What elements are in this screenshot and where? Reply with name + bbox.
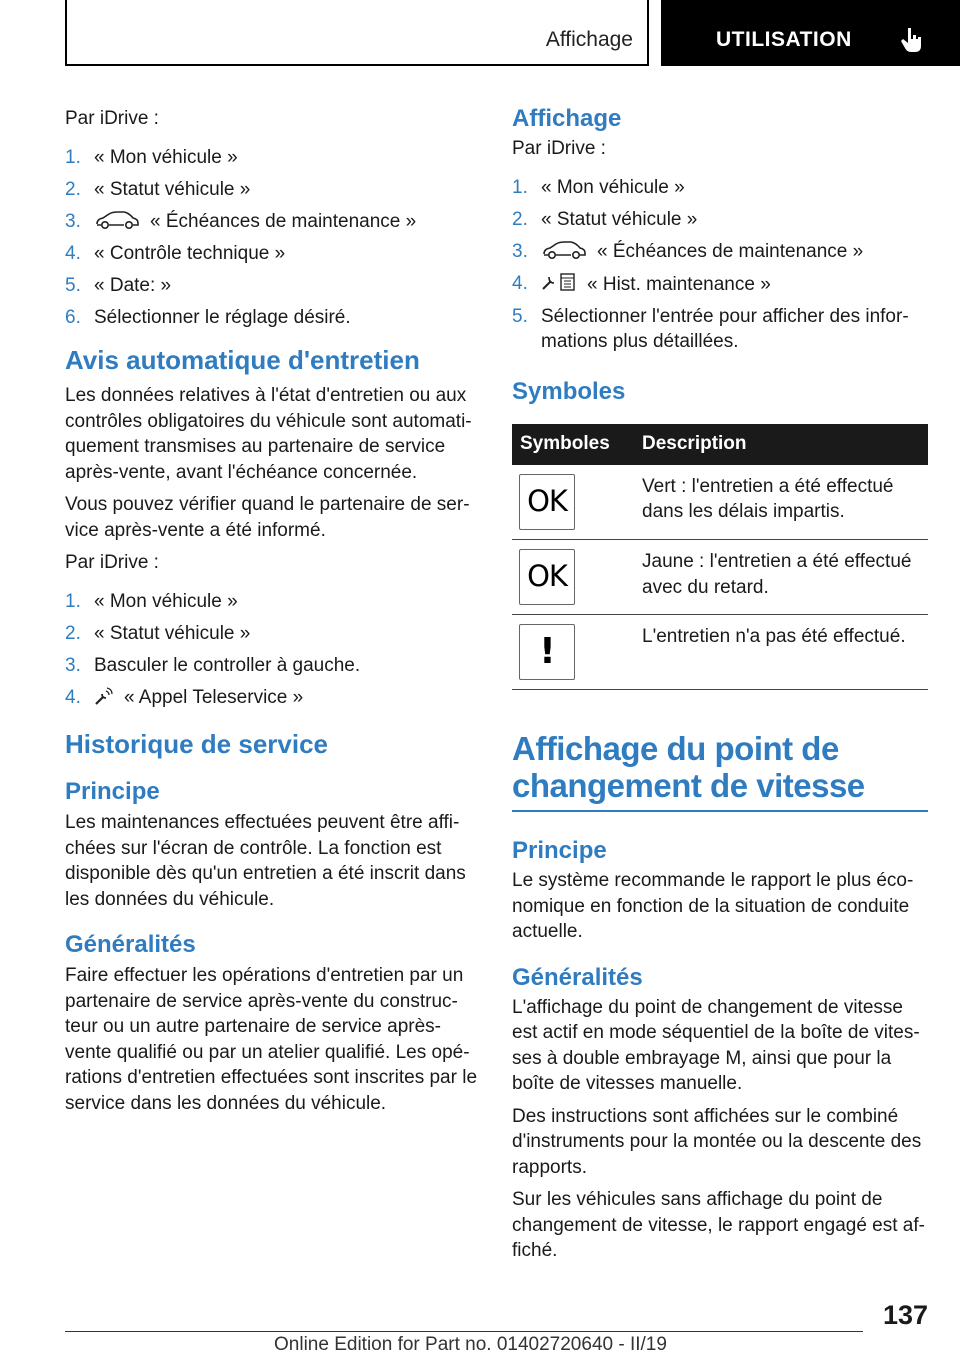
step-text: « Mon véhicule » <box>94 146 238 168</box>
car-icon <box>541 240 587 260</box>
generalites-paragraph-2a: L'affichage du point de changement de vitesse est actif en mode séquentiel de la boîte de vites-ses à double embrayage M, ainsi que pour la boîte de vitesses manuelle. <box>512 996 920 1094</box>
table-header-symboles: Symboles <box>512 424 634 465</box>
heading-generalites: Généralités <box>65 931 196 958</box>
step-text: « Échéances de maintenance » <box>150 210 417 232</box>
header-chapter-tab <box>661 0 960 66</box>
heading-avis-automatique: Avis automatique d'entretien <box>65 345 420 375</box>
right-column <box>512 104 928 1264</box>
step-number: 6. <box>65 306 81 328</box>
table-row <box>512 540 928 615</box>
list-item <box>65 621 477 647</box>
step-text: « Appel Teleservice » <box>124 686 304 708</box>
list-item <box>65 653 477 679</box>
list-item <box>512 239 928 265</box>
step-number: 2. <box>65 622 81 644</box>
left-column <box>65 106 477 1116</box>
step-text: Sélectionner l'entrée pour afficher des infor-mations plus détaillées. <box>541 305 909 352</box>
wrench-calendar-icon <box>541 271 577 293</box>
ok-yellow-icon <box>519 549 575 605</box>
ok-label: OK <box>527 483 567 518</box>
symbols-table <box>512 424 928 691</box>
description-cell: Jaune : l'entretien a été effectué avec du retard. <box>634 540 928 615</box>
heading-line-2: changement de vitesse <box>512 767 865 804</box>
principe-paragraph: Les maintenances effectuées peuvent être affi-chées sur l'écran de contrôle. La fonction est disponible dès qu'un entretien a été inscrit dans les données du véhicule. <box>65 812 466 910</box>
step-number: 2. <box>512 208 528 230</box>
intro-idrive-3: Par iDrive : <box>512 138 606 159</box>
step-number: 1. <box>65 590 81 612</box>
step-text: « Mon véhicule » <box>541 176 685 198</box>
avis-paragraph-2: Vous pouvez vérifier quand le partenaire de ser-vice après-vente a été informé. <box>65 494 470 541</box>
step-number: 5. <box>512 305 528 327</box>
table-row <box>512 615 928 690</box>
heading-line-1: Affichage du point de <box>512 730 839 767</box>
heading-affichage-point-changement <box>512 730 928 812</box>
exclamation-label: ! <box>539 631 555 673</box>
generalites-paragraph-2b: Des instructions sont affichées sur le combiné d'instruments pour la montée ou la descente des rapports. <box>512 1105 922 1178</box>
steps-list-1 <box>65 145 477 331</box>
table-header-description: Description <box>634 424 928 465</box>
step-number: 3. <box>65 654 81 676</box>
intro-idrive-1: Par iDrive : <box>65 108 159 129</box>
heading-generalites-2: Généralités <box>512 963 643 991</box>
step-text: « Hist. maintenance » <box>587 273 771 295</box>
list-item <box>65 685 477 711</box>
car-icon <box>94 210 140 230</box>
list-item <box>65 209 477 235</box>
step-number: 4. <box>65 686 81 708</box>
principe-paragraph-2: Le système recommande le rapport le plus éco-nomique en fonction de la situation de conduite actuelle. <box>512 870 914 942</box>
step-text: « Statut véhicule » <box>541 208 698 230</box>
header-chapter-title: UTILISATION <box>716 28 852 51</box>
step-number: 3. <box>512 240 528 262</box>
table-row <box>512 465 928 540</box>
step-number: 1. <box>65 146 81 168</box>
step-number: 1. <box>512 176 528 198</box>
step-number: 2. <box>65 178 81 200</box>
list-item <box>65 273 477 299</box>
list-item <box>65 241 477 267</box>
generalites-paragraph: Faire effectuer les opérations d'entretien par un partenaire de service après-vente du construc-teur ou un autre partenaire de service après-vente qualifié ou par un atelier qualifié. Les opé-rations d'entretien effectuées sont inscrites par le service dans les données du véhicule. <box>65 965 478 1114</box>
description-cell: L'entretien n'a pas été effectué. <box>634 615 928 690</box>
table-header-row <box>512 424 928 465</box>
symbol-cell <box>512 540 634 615</box>
header-section-tab <box>65 0 649 66</box>
description-cell: Vert : l'entretien a été effectué dans les délais impartis. <box>634 465 928 540</box>
steps-list-3 <box>512 175 928 355</box>
footer-divider <box>65 1331 863 1332</box>
ok-green-icon <box>519 474 575 530</box>
step-text: « Statut véhicule » <box>94 622 251 644</box>
list-item <box>512 207 928 233</box>
heading-principe-2: Principe <box>512 837 607 864</box>
step-text: « Statut véhicule » <box>94 178 251 200</box>
symbol-cell <box>512 615 634 690</box>
step-text: Sélectionner le réglage désiré. <box>94 306 351 328</box>
list-item <box>65 177 477 203</box>
exclamation-warning-icon <box>519 624 575 680</box>
wrench-signal-icon <box>94 686 114 706</box>
footer-edition-text: Online Edition for Part no. 01402720640 - II/19 <box>274 1334 667 1355</box>
list-item <box>512 175 928 201</box>
step-text: « Échéances de maintenance » <box>597 240 864 262</box>
heading-symboles: Symboles <box>512 377 626 405</box>
heading-principe: Principe <box>65 778 160 805</box>
step-text: « Mon véhicule » <box>94 590 238 612</box>
step-text: « Date: » <box>94 274 172 296</box>
steps-list-2 <box>65 589 477 711</box>
generalites-paragraph-2c: Sur les véhicules sans affichage du point de changement de vitesse, le rapport engagé est af-fiché. <box>512 1189 925 1261</box>
step-text: « Contrôle technique » <box>94 242 286 264</box>
list-item <box>65 145 477 171</box>
intro-idrive-2: Par iDrive : <box>65 552 159 573</box>
list-item <box>512 271 928 298</box>
step-number: 4. <box>512 272 528 294</box>
step-number: 4. <box>65 242 81 264</box>
step-number: 5. <box>65 274 81 296</box>
header-section-title: Affichage <box>545 28 633 51</box>
symbol-cell <box>512 465 634 540</box>
list-item <box>65 589 477 615</box>
avis-paragraph-1: Les données relatives à l'état d'entretien ou aux contrôles obligatoires du véhicule sont automati-quement transmises au partenaire de service après-vente, avant l'échéance concernée. <box>65 385 472 483</box>
page-number: 137 <box>883 1300 929 1330</box>
ok-label: OK <box>527 559 567 594</box>
step-text: Basculer le controller à gauche. <box>94 654 361 676</box>
heading-historique-service: Historique de service <box>65 729 328 759</box>
heading-affichage: Affichage <box>512 105 622 132</box>
list-item <box>512 304 928 355</box>
hand-pointer-icon <box>899 26 925 54</box>
list-item <box>65 305 477 331</box>
step-number: 3. <box>65 210 81 232</box>
